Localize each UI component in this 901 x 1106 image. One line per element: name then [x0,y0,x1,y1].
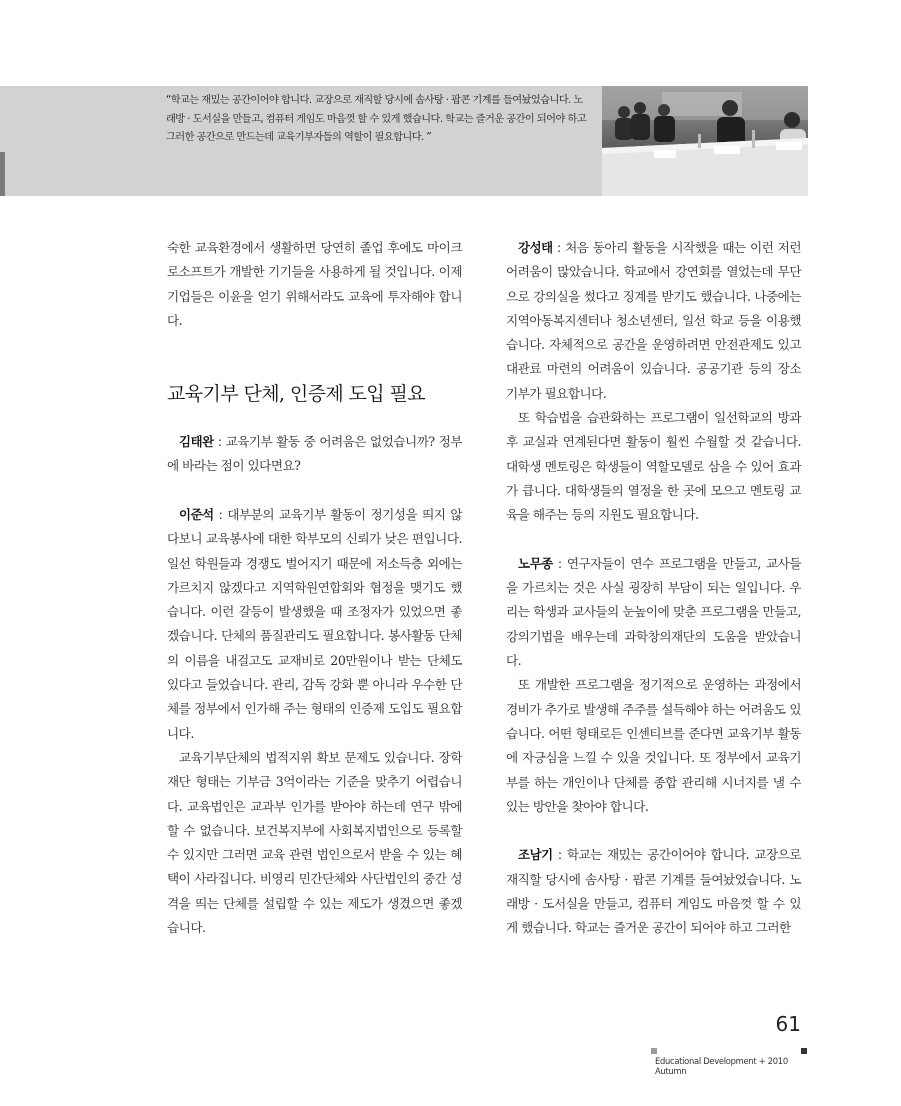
speaker-name: 조남기 [518,847,553,863]
answer-text: 학교는 재밌는 공간이어야 합니다. 교장으로 재직할 당시에 솜사탕 · 팝콘 기계를 들여놨었습니다. 노래방 · 도서실을 만들고, 컴퓨터 게임도 마음껏 할 수 있게 했습니다. 학교는 즐거운 공간이 되어야 하고 그러한 [506,847,801,936]
publication-footer: Educational Development + 2010 Autumn [655,1056,788,1076]
question-paragraph: 김태완 : 교육기부 활동 중 어려움은 없었습니까? 정부에 바라는 점이 있다면요? [167,434,463,474]
roundtable-photo-image [602,86,808,196]
answer-paragraph: 조남기 : 학교는 재밌는 공간이어야 합니다. 교장으로 재직할 당시에 솜사탕 · 팝콘 기계를 들여놨었습니다. 노래방 · 도서실을 만들고, 컴퓨터 게임도 마음껏 할 수 있게 했습니다. 학교는 즐거운 공간이 되어야 하고 그러한 [506,847,801,936]
section-heading: 교육기부 단체, 인증제 도입 필요 [167,382,426,405]
answer-text: 연구자들이 연수 프로그램을 만들고, 교사들을 가르치는 것은 사실 굉장히 부담이 되는 일입니다. 우리는 학생과 교사들의 눈높이에 맞춘 프로그램을 만들고, 강의기법을 배우는데 과학창의재단의 도움을 받았습니다. [506,555,801,669]
body-paragraph: 숙한 교육환경에서 생활하면 당연히 졸업 후에도 마이크로소프트가 개발한 기기들을 사용하게 될 것입니다. 이제 기업들은 이윤을 얻기 위해서라도 교육에 투자해야 합니다. [167,240,462,328]
body-paragraph: 교육기부단체의 법적지위 확보 문제도 있습니다. 장학재단 형태는 기부금 3억이라는 기준을 맞추기 어렵습니다. 교육법인은 교과부 인가를 받아야 하는데 연구 밖에 할 수 없습니다. 보건복지부에 사회복지법인으로 등록할 수 있지만 그러면 교육 관련 법인으로서 받을 수 있는 혜택이 사라집니다. 비영리 민간단체와 사단법인의 중간 성격을 띄는 단체를 설립할 수 있는 제도가 생겼으면 좋겠습니다. [167,749,462,936]
answer-text: 대부분의 교육기부 활동이 정기성을 띄지 않다보니 교육봉사에 대한 학부모의 신뢰가 낮은 편입니다. 일선 학원들과 경쟁도 벌어지기 때문에 저소득층 외에는 가르치지 않겠다고 지역학원연합회와 협정을 맺기도 했습니다. 이런 갈등이 발생했을 때 조정자가 있었으면 좋겠습니다. 단체의 품질관리도 필요합니다. 봉사활동 단체의 이름을 내걸고도 교재비로 20만원이나 받는 단체도 있다고 들었습니다. 관리, 감독 강화 뿐 아니라 우수한 단체를 정부에서 인가해 주는 형태의 인증제 도입도 필요합니다. [167,506,463,741]
speaker-name: 노무종 [518,555,553,571]
answer-paragraph: 이준석 : 대부분의 교육기부 활동이 정기성을 띄지 않다보니 교육봉사에 대한 학부모의 신뢰가 낮은 편입니다. 일선 학원들과 경쟁도 벌어지기 때문에 저소득층 외에는 가르치지 않겠다고 지역학원연합회와 협정을 맺기도 했습니다. 이런 갈등이 발생했을 때 조정자가 있었으면 좋겠습니다. 단체의 품질관리도 필요합니다. 봉사활동 단체의 이름을 내걸고도 교재비로 20만원이나 받는 단체도 있다고 들었습니다. 관리, 감독 강화 뿐 아니라 우수한 단체를 정부에서 인가해 주는 형태의 인증제 도입도 필요합니다. [167,506,463,741]
answer-paragraph: 강성태 : 처음 동아리 활동을 시작했을 때는 이런 저런 어려움이 많았습니다. 학교에서 강연회를 열었는데 무단으로 강의실을 썼다고 징계를 받기도 했습니다. 나중에는 지역아동복지센터나 청소년센터, 일선 학교 등을 이용했습니다. 자체적으로 공간을 운영하려면 안전관제도 있고 대관료 마련의 어려움이 있습니다. 공공기관 등의 장소 기부가 필요합니다. [506,240,802,401]
question-text: 교육기부 활동 중 어려움은 없었습니까? 정부에 바라는 점이 있다면요? [167,434,463,474]
answer-text: 처음 동아리 활동을 시작했을 때는 이런 저런 어려움이 많았습니다. 학교에서 강연회를 열었는데 무단으로 강의실을 썼다고 징계를 받기도 했습니다. 나중에는 지역아동복지센터나 청소년센터, 일선 학교 등을 이용했습니다. 자체적으로 공간을 운영하려면 안전관제도 있고 대관료 마련의 어려움이 있습니다. 공공기관 등의 장소 기부가 필요합니다. [506,240,802,401]
speaker-name: 김태완 [179,434,214,450]
footer-square-marker [801,1048,807,1054]
right-column [506,236,801,941]
body-paragraph: 또 학습법을 습관화하는 프로그램이 일선학교의 방과후 교실과 연계된다면 활동이 훨씬 수월할 것 같습니다. 대학생 멘토링은 학생들이 역할모델로 삼을 수 있어 효과가 큽니다. 대학생들의 열정을 한 곳에 모으고 멘토링 교육을 해주는 등의 지원도 필요합니다. [506,410,801,523]
left-edge-tab [0,152,5,196]
pull-quote: “학교는 재밌는 공간이어야 합니다. 교장으로 재직할 당시에 솜사탕 · 팝콘 기계를 들여놨었습니다. 노래방 · 도서실을 만들고, 컴퓨터 게임도 마음껏 할 수 있게 했습니다. 학교는 즐거운 공간이 되어야 하고 그러한 공간으로 만드는데 교육기부자들의 역할이 필요합니다. ” [166,95,587,143]
speaker-name: 이준석 [179,506,214,522]
answer-paragraph: 노무종 : 연구자들이 연수 프로그램을 만들고, 교사들을 가르치는 것은 사실 굉장히 부담이 되는 일입니다. 우리는 학생과 교사들의 눈높이에 맞춘 프로그램을 만들고, 강의기법을 배우는데 과학창의재단의 도움을 받았습니다. [506,555,801,669]
body-paragraph: 또 개발한 프로그램을 정기적으로 운영하는 과정에서 경비가 추가로 발생해 주주를 설득해야 하는 어려움도 있습니다. 어떤 형태로든 인센티브를 준다면 교육기부 활동에 자긍심을 느낄 수 있을 것입니다. 또 정부에서 교육기부를 하는 개인이나 단체를 종합 관리해 시너지를 낼 수 있는 방안을 찾아야 합니다. [506,677,801,814]
roundtable-photo [602,86,808,196]
footer-square-marker [651,1048,657,1054]
speaker-name: 강성태 [518,240,553,255]
page-number: 61 [775,1012,801,1036]
left-column [167,236,462,940]
